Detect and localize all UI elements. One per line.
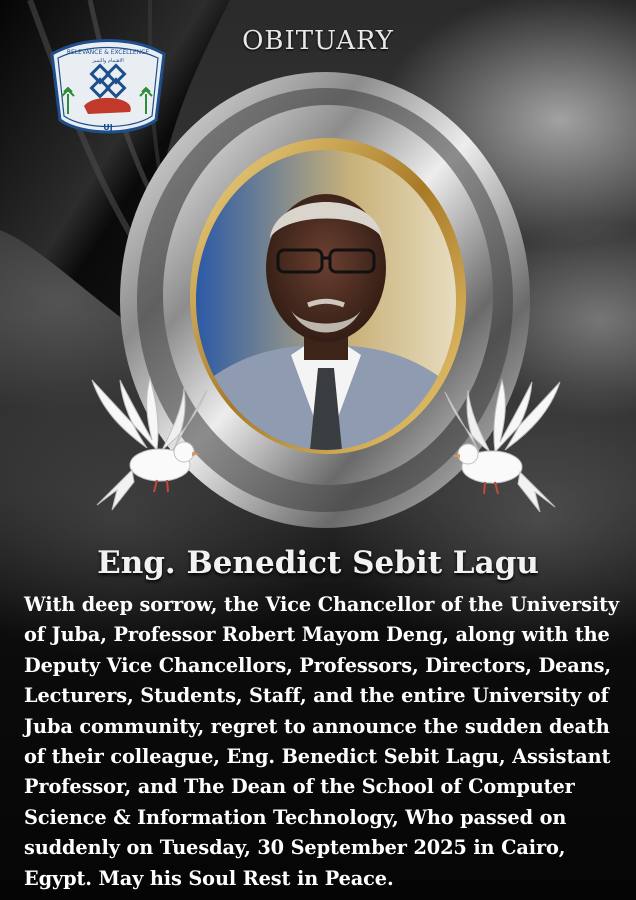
dove-icon [430,372,580,522]
announcement-text: With deep sorrow, the Vice Chancellor of the University of Juba, Professor Robert Mayom Deng, along with the Deputy Vice Chancellors, Professors, Directors, Deans, Lecturers, Students, Staff, and the entire University of Juba community, regret to announce the sudden death of their colleague, Eng. Benedict Sebit Lagu, Assistant Professor, and The Dean of the School of Computer Science & Information Technology, Who passed on suddenly on Tuesday, 30 September 2025 in Cairo, Egypt. May his Soul Rest in Peace. [24,593,620,890]
page-title: OBITUARY [242,26,394,56]
logo-motto: RELEVANCE & EXCELLENCE [66,49,150,56]
dove-icon [72,370,222,520]
logo-arabic-motto: الاهتمام والتميز [92,58,124,64]
deceased-name: Eng. Benedict Sebit Lagu [97,545,539,581]
portrait-photo [196,150,456,450]
logo-initials: UJ [103,123,113,132]
